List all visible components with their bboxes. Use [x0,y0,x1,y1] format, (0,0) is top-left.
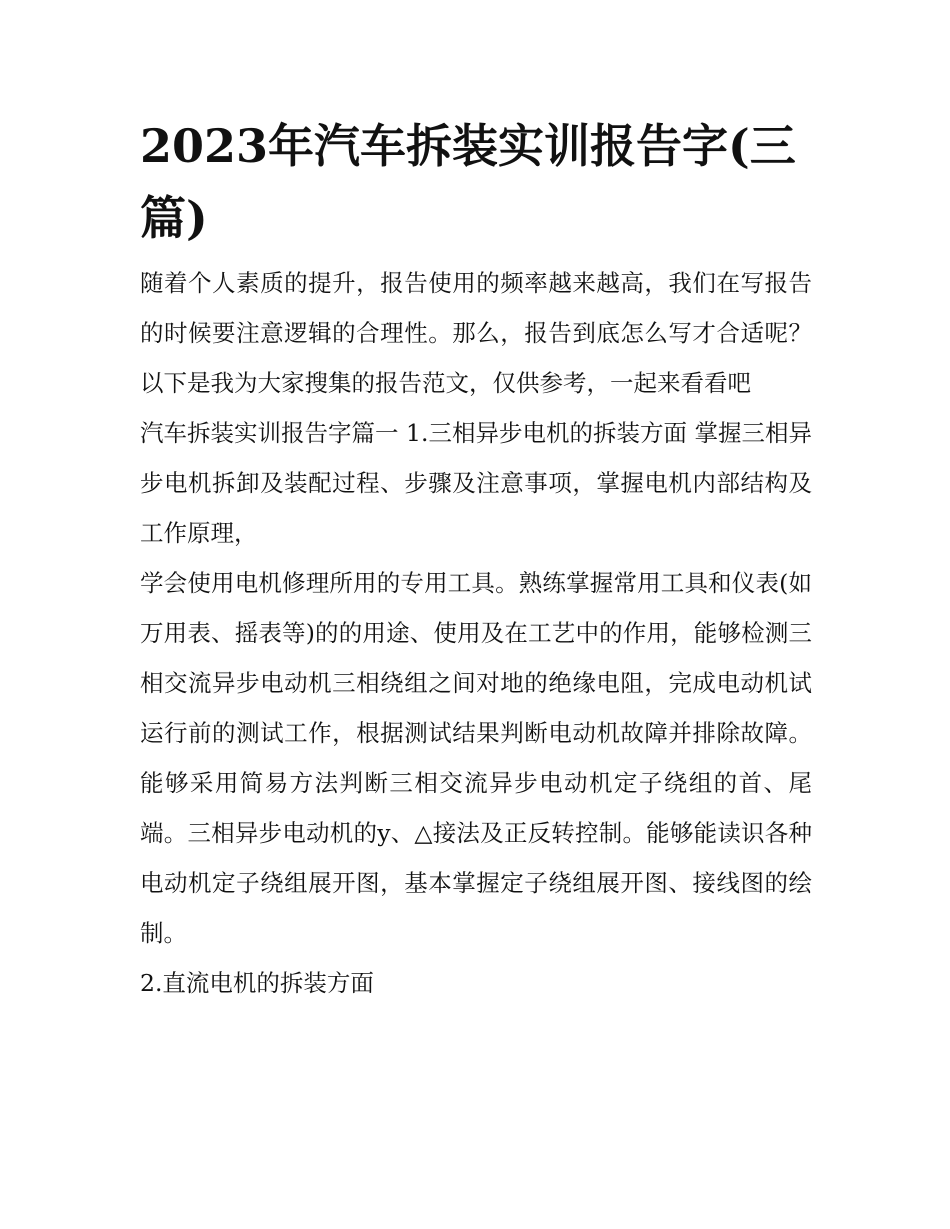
intro-paragraph: 随着个人素质的提升，报告使用的频率越来越高，我们在写报告的时候要注意逻辑的合理性。那么，报告到底怎么写才合适呢？以下是我为大家搜集的报告范文，仅供参考，一起来看看吧 [140,269,812,397]
document-page [140,110,812,1008]
document-title: 2023年汽车拆装实训报告字(三篇) [140,119,796,245]
section-two-heading: 2.直流电机的拆装方面 [140,969,374,997]
section-one-detail-paragraph: 学会使用电机修理所用的专用工具。熟练掌握常用工具和仪表(如万用表、摇表等)的的用途、使用及在工艺中的作用，能够检测三相交流异步电动机三相绕组之间对地的绝缘电阻，完成电动机试运行前的测试工作，根据测试结果判断电动机故障并排除故障。能够采用简易方法判断三相交流异步电动机定子绕组的首、尾端。三相异步电动机的y、△接法及正反转控制。能够能读识各种电动机定子绕组展开图，基本掌握定子绕组展开图、接线图的绘制。 [140,569,812,947]
section-one-paragraph: 汽车拆装实训报告字篇一 1.三相异步电机的拆装方面 掌握三相异步电机拆卸及装配过程、步骤及注意事项，掌握电机内部结构及工作原理， [140,419,812,547]
